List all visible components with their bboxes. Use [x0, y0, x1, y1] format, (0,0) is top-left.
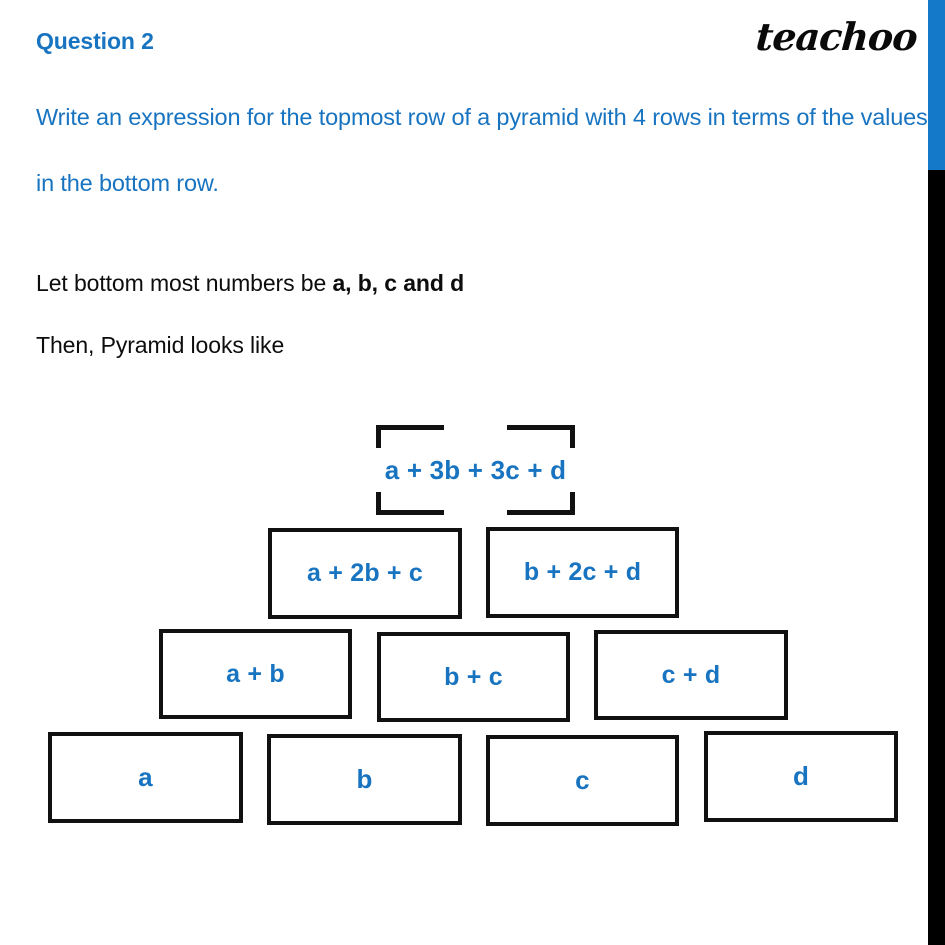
pyramid-cell-label: a + 2b + c: [307, 559, 423, 587]
bottom-numbers-values: a, b, c and d: [332, 270, 465, 296]
pyramid-cell-r2-c1: [268, 528, 462, 619]
pyramid-cell-border-segment: [376, 510, 444, 515]
pyramid-cell-r4-c3: [486, 735, 679, 826]
bottom-numbers-prefix: Let bottom most numbers be: [36, 270, 333, 296]
pyramid-cell-border-segment: [376, 492, 381, 515]
pyramid-cell-label: a + b: [226, 659, 285, 688]
pyramid-cell-r3-c2: [377, 632, 570, 722]
pyramid-cell-label: c: [575, 765, 590, 795]
pyramid-cell-r3-c3: [594, 630, 788, 720]
pyramid-intro-text: Then, Pyramid looks like: [36, 332, 285, 358]
pyramid-cell-label: d: [792, 761, 810, 791]
pyramid-cell-label: b: [356, 764, 373, 794]
pyramid-cell-border-segment: [376, 425, 444, 430]
pyramid-cell-border-segment: [507, 510, 575, 515]
pyramid-cell-label: b + 2c + d: [523, 558, 642, 586]
pyramid-cell-border-segment: [376, 425, 381, 448]
pyramid-cell-r2-c2: [486, 527, 679, 618]
question-text: Write an expression for the topmost row of a pyramid with 4 rows in terms of the values in the bottom row.: [36, 104, 928, 196]
pyramid-cell-r4-c4: [704, 731, 898, 822]
teachoo-logo: teachoo: [754, 14, 919, 59]
pyramid-cell-r1-c1: [376, 425, 575, 515]
pyramid-cell-label: b + c: [444, 662, 503, 691]
pyramid-cell-label: a + 3b + 3c + d: [384, 454, 567, 485]
pyramid-cell-border-segment: [570, 425, 575, 448]
pyramid-cell-border-segment: [507, 425, 575, 430]
pyramid-cell-r3-c1: [159, 629, 352, 719]
pyramid-cell-r4-c1: [48, 732, 243, 823]
pyramid-cell-label: c + d: [661, 660, 721, 689]
pyramid-cell-r4-c2: [267, 734, 462, 825]
page-title: Question 2: [36, 28, 154, 54]
pyramid-cell-border-segment: [570, 492, 575, 515]
pyramid-cell-label: a: [138, 762, 153, 792]
